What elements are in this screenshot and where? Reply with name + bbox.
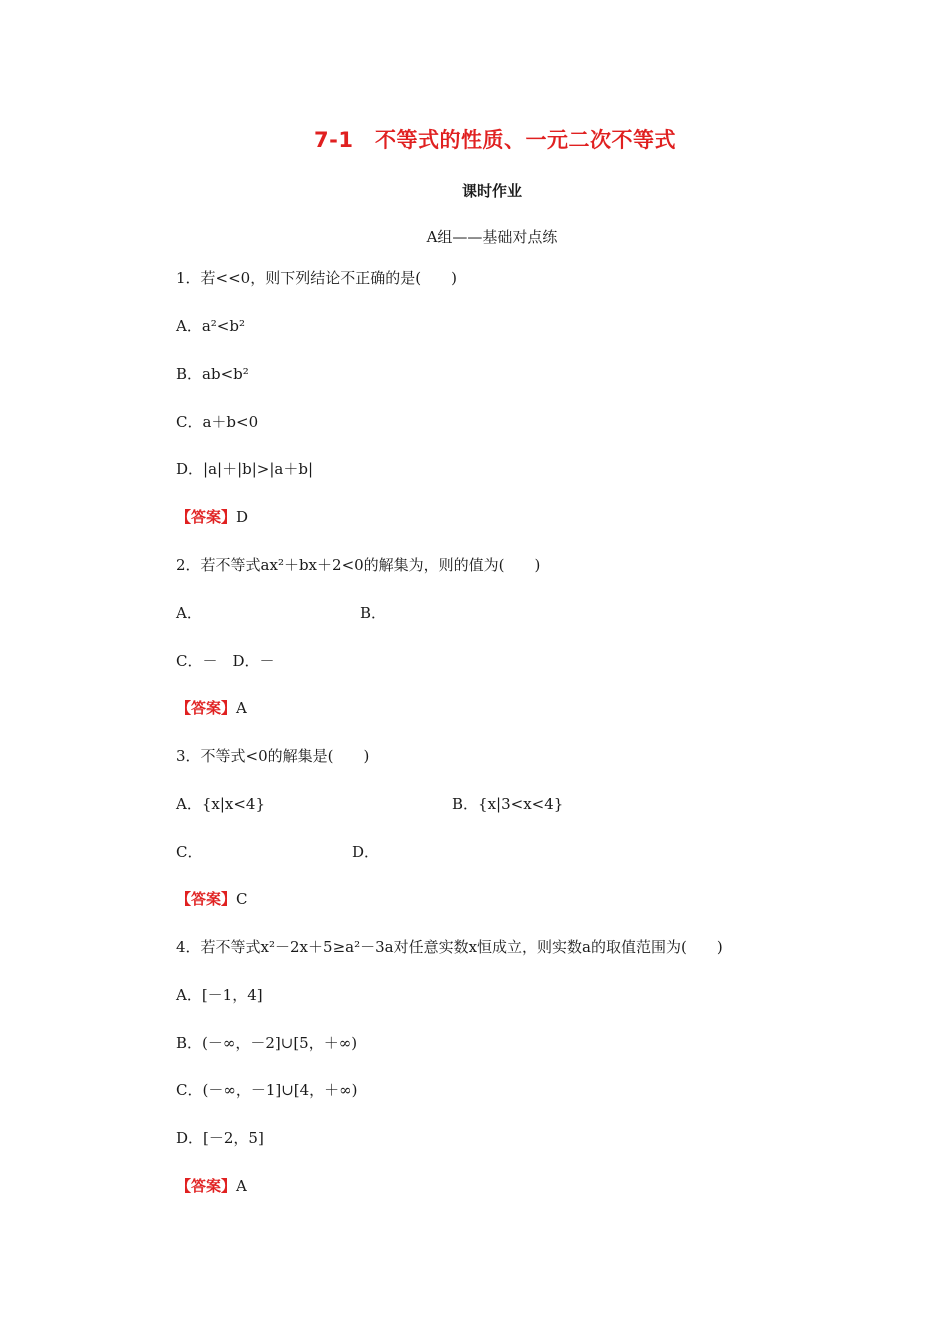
group-heading: A组——基础对点练 (426, 228, 558, 246)
answer-value: A (236, 1177, 247, 1195)
question-3-options-ab (176, 794, 564, 814)
question-1-option-c: C．a＋b<0 (176, 413, 259, 431)
question-1-stem: 1．若<<0，则下列结论不正确的是( ) (176, 269, 457, 287)
question-4-option-c: C．(－∞，－1]∪[4，＋∞) (176, 1081, 358, 1099)
answer-tag: 【答案】 (176, 508, 237, 526)
answer-tag: 【答案】 (176, 890, 237, 908)
answer-value: D (236, 508, 249, 526)
question-1-option-d: D．|a|＋|b|>|a＋b| (176, 460, 314, 478)
question-2-answer (176, 698, 247, 718)
question-1-option-a: A．a²<b² (176, 317, 245, 335)
answer-tag: 【答案】 (176, 1177, 237, 1195)
question-2-option-a: A． (176, 604, 202, 622)
question-1-option-b: B．ab<b² (176, 365, 249, 383)
question-3-option-b: B．{x|3<x<4} (452, 795, 564, 813)
question-2-options-cd: C．－ D．－ (176, 652, 275, 670)
question-4-option-b: B．(－∞，－2]∪[5，＋∞) (176, 1034, 358, 1052)
question-1-answer (176, 507, 248, 527)
question-4-answer (176, 1176, 247, 1196)
page-title: 7-1 不等式的性质、一元二次不等式 (314, 128, 676, 152)
question-3-option-a: A．{x|x<4} (176, 795, 266, 813)
question-4-option-a: A．[－1，4] (176, 986, 263, 1004)
page-subtitle: 课时作业 (461, 182, 522, 200)
question-3-options-cd (176, 842, 380, 862)
answer-tag: 【答案】 (176, 699, 237, 717)
question-4-stem: 4．若不等式x²－2x＋5≥a²－3a对任意实数x恒成立，则实数a的取值范围为( ) (176, 938, 723, 956)
answer-value: C (236, 890, 248, 908)
question-2-options-ab (176, 603, 387, 623)
question-2-stem: 2．若不等式ax²＋bx＋2<0的解集为，则的值为( ) (176, 556, 541, 574)
question-3-answer (176, 889, 248, 909)
answer-value: A (236, 699, 247, 717)
question-2-option-b: B． (360, 604, 387, 622)
question-4-option-d: D．[－2，5] (176, 1129, 264, 1147)
question-3-option-c: C． (176, 843, 203, 861)
question-3-stem: 3．不等式<0的解集是( ) (176, 747, 370, 765)
question-3-option-d: D． (352, 843, 380, 861)
